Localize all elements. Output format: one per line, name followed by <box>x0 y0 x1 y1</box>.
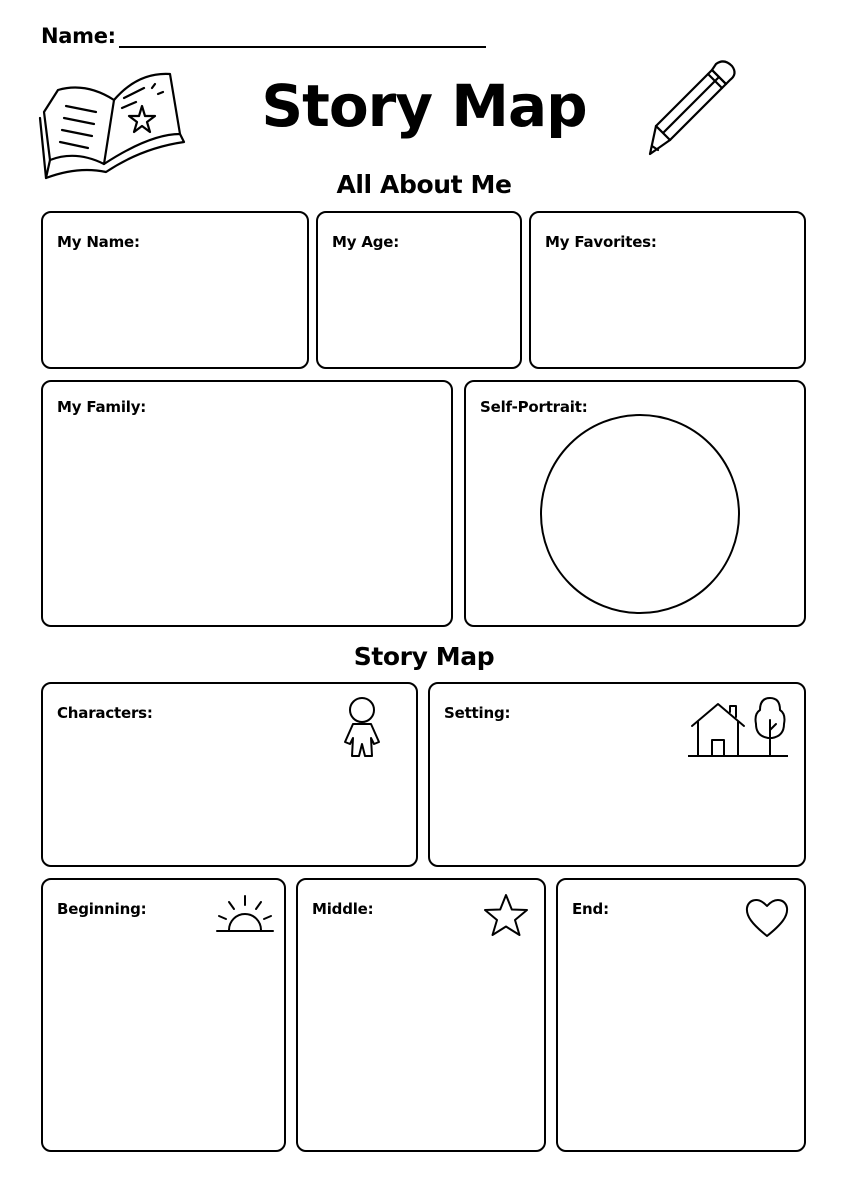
my-family-box[interactable] <box>41 380 453 627</box>
beginning-label: Beginning: <box>57 900 147 918</box>
beginning-box[interactable] <box>41 878 286 1152</box>
characters-label: Characters: <box>57 704 153 722</box>
tree-icon <box>750 696 790 758</box>
ground-line <box>688 755 788 757</box>
self-portrait-label: Self-Portrait: <box>480 398 588 416</box>
pencil-icon <box>644 58 740 162</box>
setting-label: Setting: <box>444 704 511 722</box>
portrait-circle[interactable] <box>540 414 740 614</box>
end-label: End: <box>572 900 609 918</box>
self-portrait-box[interactable] <box>464 380 806 627</box>
star-icon <box>482 892 530 940</box>
name-write-line[interactable] <box>119 46 486 48</box>
house-icon <box>688 700 752 758</box>
setting-box[interactable] <box>428 682 806 867</box>
my-favorites-box[interactable] <box>529 211 806 369</box>
middle-label: Middle: <box>312 900 374 918</box>
my-favorites-label: My Favorites: <box>545 233 657 251</box>
characters-box[interactable] <box>41 682 418 867</box>
my-age-box[interactable] <box>316 211 522 369</box>
heart-icon <box>744 896 790 940</box>
my-family-label: My Family: <box>57 398 147 416</box>
name-label: Name: <box>41 24 116 48</box>
middle-box[interactable] <box>296 878 546 1152</box>
my-name-label: My Name: <box>57 233 140 251</box>
my-age-label: My Age: <box>332 233 400 251</box>
about-heading: All About Me <box>336 170 512 199</box>
page-title: Story Map <box>261 72 587 140</box>
my-name-box[interactable] <box>41 211 309 369</box>
end-box[interactable] <box>556 878 806 1152</box>
sunrise-icon <box>215 892 275 934</box>
person-icon <box>341 696 385 760</box>
story-map-heading: Story Map <box>353 642 495 671</box>
